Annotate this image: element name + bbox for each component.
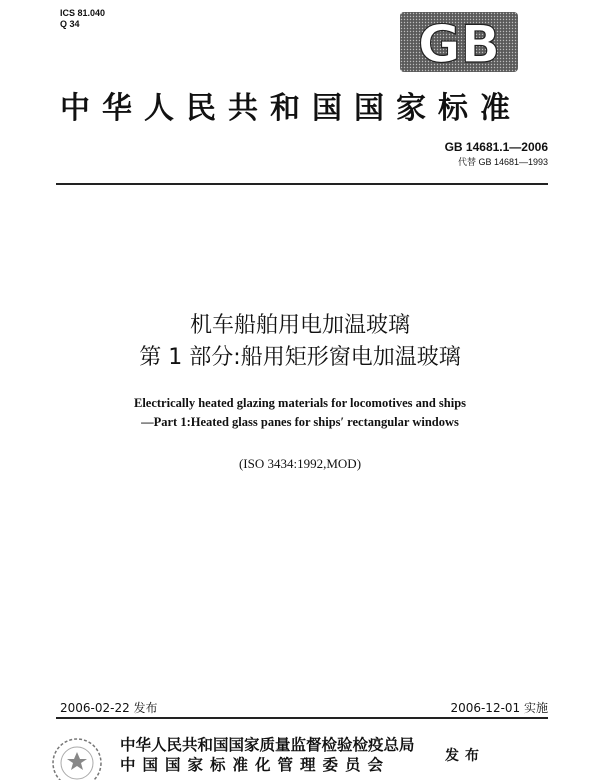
national-standard-title: 中华人民共和国国家标准	[60, 91, 522, 126]
footer-divider	[56, 717, 548, 719]
issuer-line-2: 中国国家标准化管理委员会	[120, 756, 391, 774]
issuing-authorities	[120, 735, 415, 775]
standard-number: GB 14681.1—2006	[444, 140, 548, 154]
ccs-code: Q 34	[60, 19, 80, 29]
classification-codes	[60, 8, 105, 30]
replaces-note: 代替 GB 14681—1993	[457, 157, 548, 167]
issue-date: 2006-02-22 发布	[60, 701, 158, 715]
english-title-line-1: Electrically heated glazing materials for locomotives and ships	[133, 396, 467, 410]
ics-code: ICS 81.040	[60, 8, 106, 18]
standard-number-block	[445, 140, 548, 168]
chinese-title-line-2: 第 1 部分:船用矩形窗电加温玻璃	[139, 345, 461, 370]
gb-logo-text: GB	[417, 15, 501, 72]
implementation-date: 2006-12-01 实施	[450, 701, 548, 715]
header-divider	[56, 183, 548, 185]
english-title-line-2: —Part 1:Heated glass panes for ships′ rectangular windows	[141, 415, 459, 429]
chinese-title-line-1: 机车船舶用电加温玻璃	[189, 313, 410, 338]
gb-logo	[400, 12, 518, 72]
iso-reference: (ISO 3434:1992,MOD)	[238, 456, 362, 471]
issuer-line-1: 中华人民共和国国家质量监督检验检疫总局	[120, 736, 415, 754]
official-seal-icon	[44, 730, 110, 780]
publish-label: 发布	[445, 748, 485, 764]
